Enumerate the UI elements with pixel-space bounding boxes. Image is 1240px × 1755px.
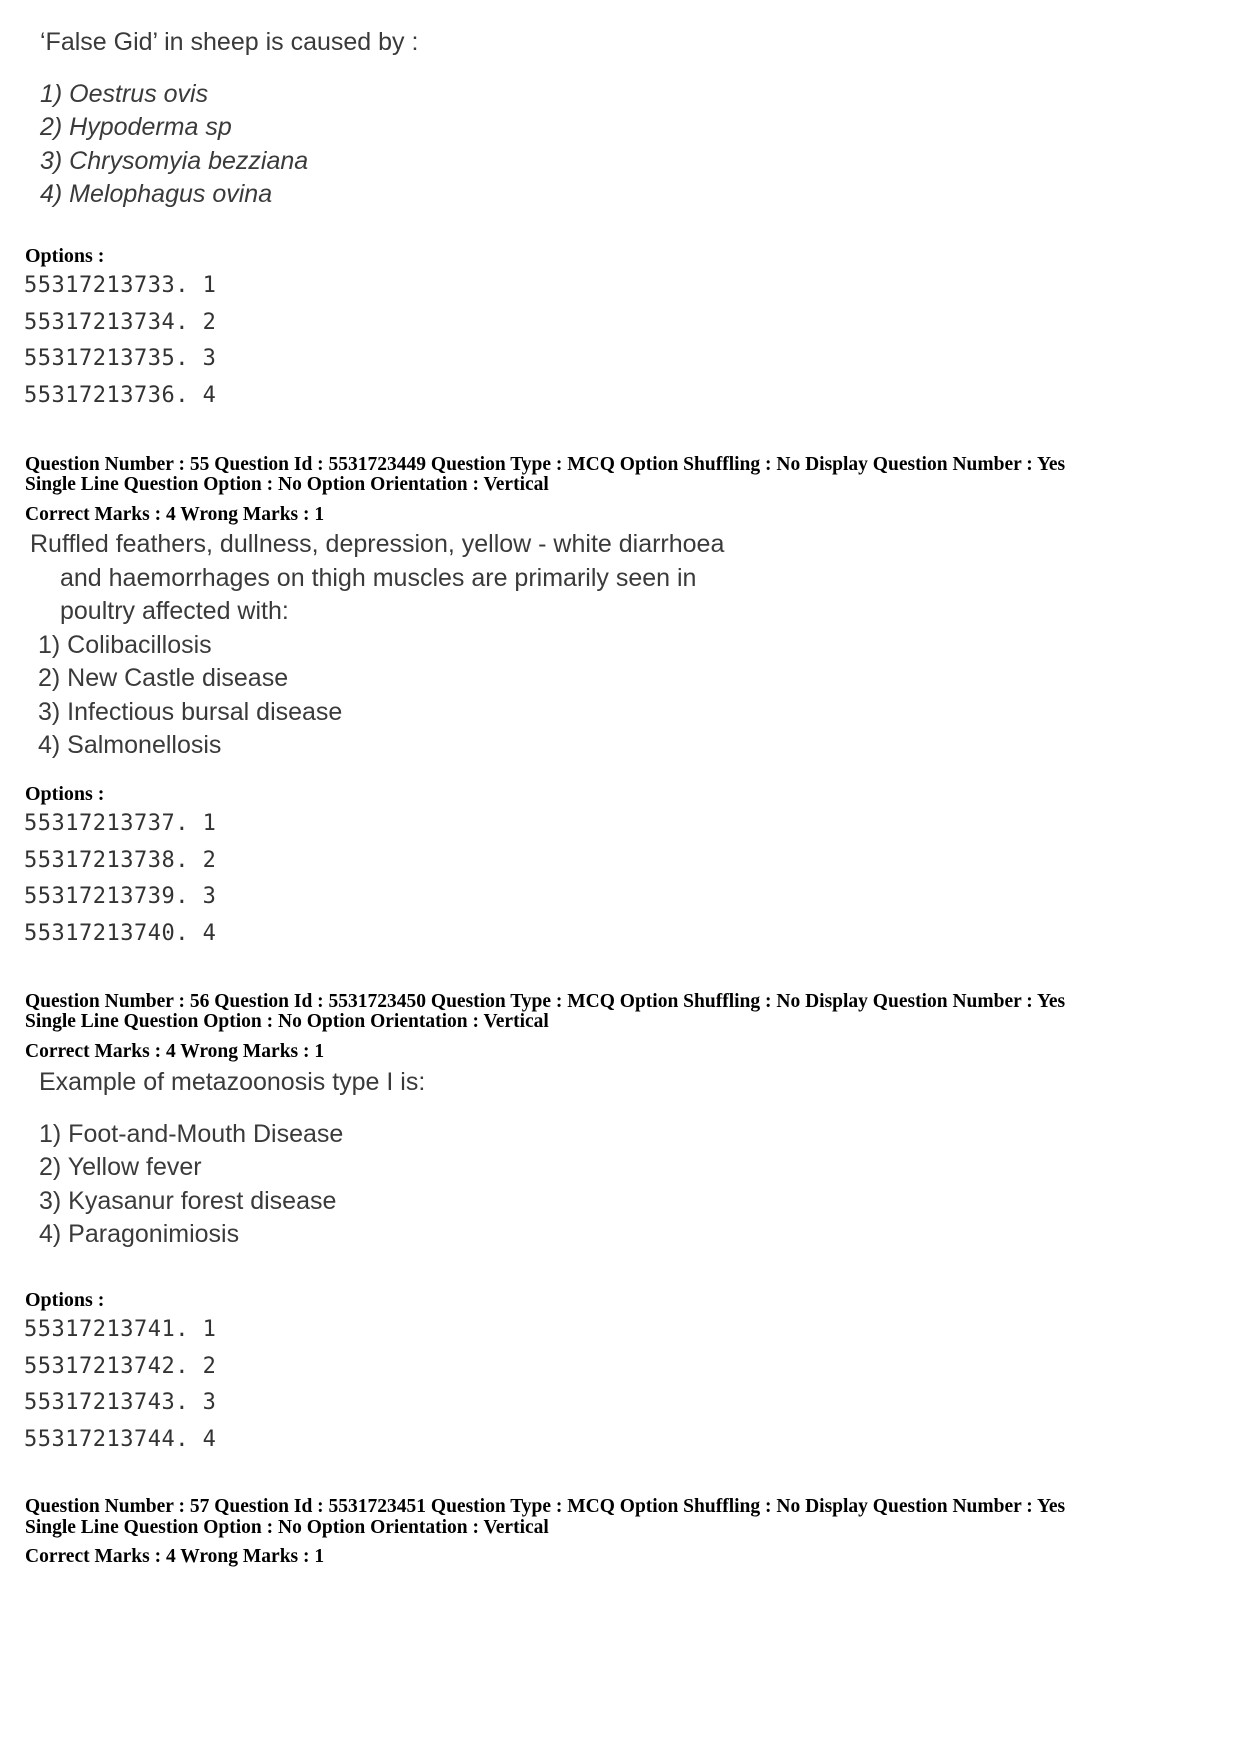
q55-choice-2: 2) New Castle disease <box>38 664 289 692</box>
q55-choice-1: 1) Colibacillosis <box>38 630 212 659</box>
q54-choice-1: 1) Oestrus ovis <box>40 79 209 108</box>
q54-choice-4: 4) Melophagus ovina <box>40 180 273 208</box>
q55-stem-line-2: and haemorrhages on thigh muscles are primarily seen in <box>60 563 697 592</box>
q56-options-label: Options : <box>25 1289 105 1311</box>
q54-option-2: 55317213734. 2 <box>24 309 217 335</box>
q55-meta-line1: Question Number : 55 Question Id : 5531723449 Question Type : MCQ Option Shuffling : No Display Question Number : Yes <box>25 454 1066 475</box>
q56-stem: Example of metazoonosis type I is: <box>39 1068 426 1096</box>
q56-choice-4: 4) Paragonimiosis <box>39 1220 240 1248</box>
q55-question-image <box>30 528 724 763</box>
q56-option-4: 55317213744. 4 <box>24 1426 217 1452</box>
q56-choice-2: 2) Yellow fever <box>39 1153 202 1181</box>
q56-question-image <box>39 1066 425 1252</box>
q57-marks: Correct Marks : 4 Wrong Marks : 1 <box>25 1546 325 1567</box>
q55-option-4: 55317213740. 4 <box>24 920 217 946</box>
q54-choice-2: 2) Hypoderma sp <box>40 113 232 141</box>
q54-options-label: Options : <box>25 245 105 267</box>
q54-question-image <box>40 26 418 212</box>
q54-option-1: 55317213733. 1 <box>24 273 217 298</box>
q56-choice-1: 1) Foot-and-Mouth Disease <box>39 1119 344 1148</box>
q56-choice-3: 3) Kyasanur forest disease <box>39 1186 337 1215</box>
q56-meta-line1: Question Number : 56 Question Id : 5531723450 Question Type : MCQ Option Shuffling : No Display Question Number : Yes <box>25 991 1066 1012</box>
q55-options-list <box>24 806 216 952</box>
q55-stem-line-1: Ruffled feathers, dullness, depression, yellow - white diarrhoea <box>30 530 725 558</box>
q55-options-label: Options : <box>25 783 105 805</box>
q54-options-list <box>24 268 216 414</box>
q54-option-4: 55317213736. 4 <box>24 382 217 408</box>
q56-option-2: 55317213742. 2 <box>24 1353 217 1379</box>
q54-choice-3: 3) Chrysomyia bezziana <box>40 146 309 175</box>
q54-option-3: 55317213735. 3 <box>24 346 217 371</box>
q55-option-3: 55317213739. 3 <box>24 884 217 909</box>
q56-options-list <box>24 1312 216 1458</box>
q54-stem: ‘False Gid’ in sheep is caused by : <box>40 28 419 56</box>
q55-choice-4: 4) Salmonellosis <box>38 731 222 759</box>
q55-option-1: 55317213737. 1 <box>24 811 217 836</box>
q55-marks: Correct Marks : 4 Wrong Marks : 1 <box>25 504 325 525</box>
q56-marks: Correct Marks : 4 Wrong Marks : 1 <box>25 1041 325 1062</box>
q56-option-1: 55317213741. 1 <box>24 1317 217 1342</box>
q56-meta-line2: Single Line Question Option : No Option Orientation : Vertical <box>25 1011 549 1032</box>
q55-meta-line2: Single Line Question Option : No Option Orientation : Vertical <box>25 474 549 495</box>
q55-stem-line-3: poultry affected with: <box>60 597 289 625</box>
q55-choice-3: 3) Infectious bursal disease <box>38 697 343 726</box>
q56-option-3: 55317213743. 3 <box>24 1390 217 1415</box>
q57-meta-line1: Question Number : 57 Question Id : 5531723451 Question Type : MCQ Option Shuffling : No Display Question Number : Yes <box>25 1496 1066 1517</box>
q55-option-2: 55317213738. 2 <box>24 847 217 873</box>
q57-meta-line2: Single Line Question Option : No Option Orientation : Vertical <box>25 1517 549 1538</box>
